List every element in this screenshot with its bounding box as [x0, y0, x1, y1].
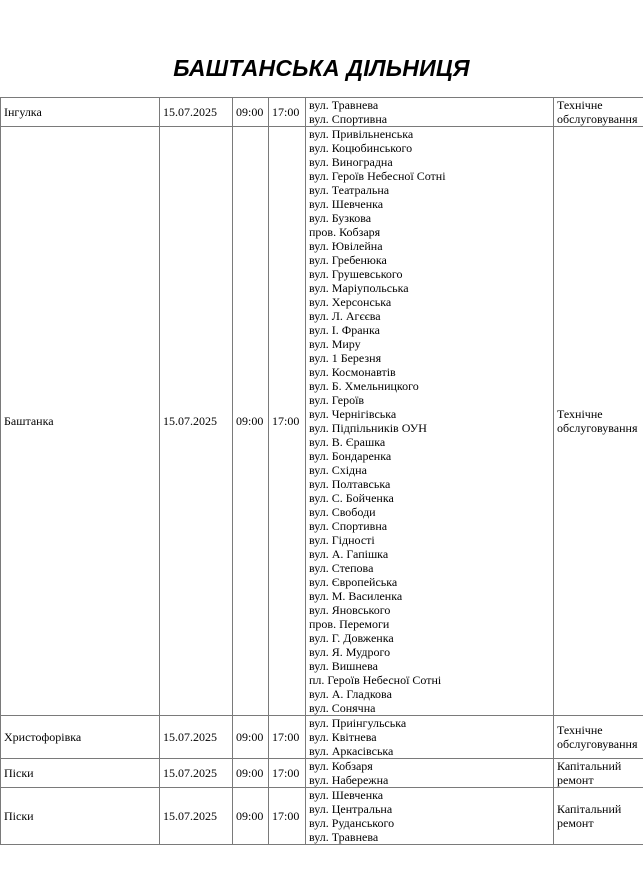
street-item: вул. Східна — [309, 463, 367, 477]
start-time-cell: 09:00 — [233, 98, 269, 127]
settlement-cell: Піски — [1, 759, 160, 788]
street-item: вул. Я. Мудрого — [309, 645, 391, 659]
street-item: вул. Привільненська — [309, 127, 414, 141]
date-cell: 15.07.2025 — [160, 716, 233, 759]
start-time-cell: 09:00 — [233, 788, 269, 845]
work-type-cell — [554, 759, 643, 788]
street-item: вул. Херсонська — [309, 295, 392, 309]
streets-cell — [306, 716, 554, 759]
date-cell: 15.07.2025 — [160, 98, 233, 127]
street-item: вул. В. Єрашка — [309, 435, 386, 449]
street-item: вул. Підпільників ОУН — [309, 421, 427, 435]
street-item: вул. Героїв Небесної Сотні — [309, 169, 446, 183]
street-item: вул. Гідності — [309, 533, 375, 547]
street-item: вул. Маріупольська — [309, 281, 409, 295]
end-time-cell: 17:00 — [269, 716, 306, 759]
street-item: вул. Приінгульська — [309, 716, 407, 730]
street-item: вул. Аркасівська — [309, 744, 394, 758]
work-type-cell — [554, 127, 643, 716]
street-item: вул. Виноградна — [309, 155, 393, 169]
street-item: вул. Театральна — [309, 183, 390, 197]
street-item: вул. Степова — [309, 561, 374, 575]
outage-schedule-table — [0, 97, 643, 845]
street-item: вул. Травнева — [309, 830, 379, 844]
streets-cell — [306, 759, 554, 788]
work-type-line: Технічне — [557, 407, 603, 421]
street-item: вул. Коцюбинського — [309, 141, 413, 155]
street-item: вул. Свободи — [309, 505, 376, 519]
end-time-cell: 17:00 — [269, 759, 306, 788]
street-item: вул. Бузкова — [309, 211, 372, 225]
work-type-line: обслуговування — [557, 112, 638, 126]
table-row — [1, 788, 643, 845]
end-time-cell: 17:00 — [269, 127, 306, 716]
street-item: вул. Б. Хмельницкого — [309, 379, 419, 393]
street-item: пров. Перемоги — [309, 617, 390, 631]
streets-cell — [306, 788, 554, 845]
date-cell: 15.07.2025 — [160, 759, 233, 788]
street-item: вул. Бондаренка — [309, 449, 392, 463]
street-item: вул. Спортивна — [309, 112, 388, 126]
streets-cell — [306, 127, 554, 716]
settlement-cell: Христофорівка — [1, 716, 160, 759]
street-item: вул. Гребенюка — [309, 253, 387, 267]
street-item: вул. Квітнева — [309, 730, 377, 744]
work-type-line: Технічне — [557, 723, 603, 737]
street-item: вул. М. Василенка — [309, 589, 403, 603]
street-item: вул. Кобзаря — [309, 759, 373, 773]
street-item: вул. А. Гладкова — [309, 687, 392, 701]
street-item: вул. Ювілейна — [309, 239, 383, 253]
table-row — [1, 98, 643, 127]
street-item: вул. С. Бойченка — [309, 491, 394, 505]
street-item: вул. 1 Березня — [309, 351, 382, 365]
schedule-body — [1, 98, 643, 845]
street-item: вул. Травнева — [309, 98, 379, 112]
table-row — [1, 716, 643, 759]
date-cell: 15.07.2025 — [160, 127, 233, 716]
street-item: вул. Л. Агєєва — [309, 309, 381, 323]
street-item: вул. Грушевського — [309, 267, 403, 281]
work-type-line: ремонт — [557, 773, 594, 787]
street-item: вул. Шевченка — [309, 788, 384, 802]
street-item: вул. Героїв — [309, 393, 365, 407]
street-item: вул. Сонячна — [309, 701, 376, 715]
end-time-cell: 17:00 — [269, 98, 306, 127]
work-type-line: Капітальний — [557, 802, 622, 816]
work-type-cell — [554, 716, 643, 759]
settlement-cell: Інгулка — [1, 98, 160, 127]
street-item: вул. Яновського — [309, 603, 391, 617]
street-item: пл. Героїв Небесної Сотні — [309, 673, 442, 687]
settlement-cell: Піски — [1, 788, 160, 845]
table-row — [1, 127, 643, 716]
street-item: вул. Набережна — [309, 773, 389, 787]
street-item: вул. І. Франка — [309, 323, 380, 337]
street-item: вул. А. Гапішка — [309, 547, 389, 561]
work-type-cell — [554, 98, 643, 127]
street-item: вул. Руданського — [309, 816, 395, 830]
settlement-cell: Баштанка — [1, 127, 160, 716]
street-item: вул. Чернігівська — [309, 407, 397, 421]
street-item: вул. Космонавтів — [309, 365, 396, 379]
street-item: вул. Полтавська — [309, 477, 391, 491]
page-title: БАШТАНСЬКА ДІЛЬНИЦЯ — [173, 55, 470, 81]
street-item: вул. Миру — [309, 337, 361, 351]
work-type-line: Капітальний — [557, 759, 622, 773]
street-item: вул. Г. Довженка — [309, 631, 394, 645]
work-type-line: ремонт — [557, 816, 594, 830]
start-time-cell: 09:00 — [233, 716, 269, 759]
date-cell: 15.07.2025 — [160, 788, 233, 845]
work-type-line: обслуговування — [557, 737, 638, 751]
end-time-cell: 17:00 — [269, 788, 306, 845]
table-row — [1, 759, 643, 788]
street-item: вул. Європейська — [309, 575, 398, 589]
start-time-cell: 09:00 — [233, 759, 269, 788]
work-type-line: Технічне — [557, 98, 603, 112]
street-item: вул. Вишнева — [309, 659, 378, 673]
street-item: пров. Кобзаря — [309, 225, 381, 239]
street-item: вул. Шевченка — [309, 197, 384, 211]
street-item: вул. Спортивна — [309, 519, 388, 533]
work-type-line: обслуговування — [557, 421, 638, 435]
streets-cell — [306, 98, 554, 127]
start-time-cell: 09:00 — [233, 127, 269, 716]
work-type-cell — [554, 788, 643, 845]
street-item: вул. Центральна — [309, 802, 393, 816]
